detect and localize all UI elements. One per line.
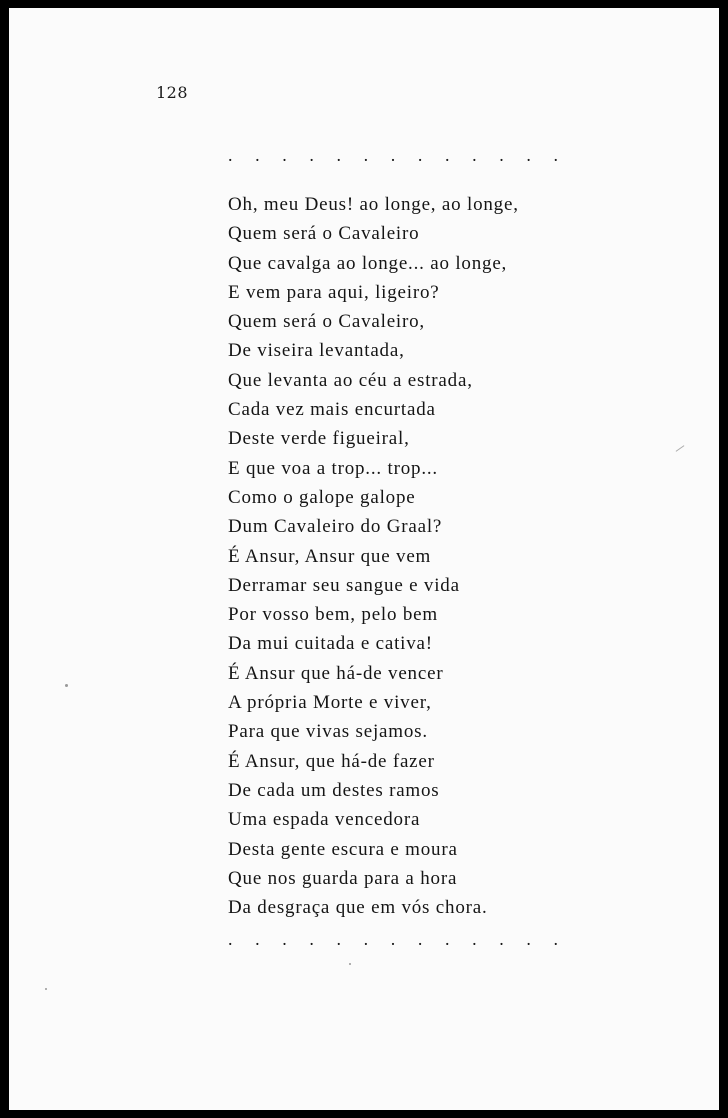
- ellipsis-dot: .: [553, 929, 558, 949]
- poem-line: Para que vivas sejamos.: [228, 721, 428, 743]
- poem-line: Que nos guarda para a hora: [228, 867, 458, 889]
- page-number: 128: [156, 83, 189, 102]
- ellipsis-dot: .: [390, 145, 396, 165]
- paper-speck: [65, 684, 68, 687]
- poem-line: Da desgraça que em vós chora.: [228, 897, 488, 919]
- ellipsis-dot: .: [255, 145, 260, 165]
- poem-body: [228, 190, 519, 922]
- poem-line: De cada um destes ramos: [228, 779, 440, 801]
- poem-line: Cada vez mais encurtada: [228, 399, 436, 421]
- paper-speck: [349, 963, 351, 965]
- ellipsis-dot: .: [499, 929, 504, 949]
- ellipsis-dot: .: [309, 929, 314, 949]
- ellipsis-dot: .: [472, 145, 477, 165]
- ellipsis-dot: .: [228, 929, 233, 949]
- ellipsis-dot: .: [309, 145, 314, 165]
- poem-line: Da mui cuitada e cativa!: [228, 633, 433, 655]
- ellipsis-dot: .: [472, 929, 477, 949]
- ellipsis-dot: .: [255, 929, 260, 949]
- ellipsis-dot: .: [282, 145, 287, 165]
- poem-line: A própria Morte e viver,: [228, 692, 432, 714]
- poem-line: Como o galope galope: [228, 486, 416, 508]
- ellipsis-dot: .: [336, 145, 341, 165]
- poem-line: E vem para aqui, ligeiro?: [228, 281, 440, 303]
- poem-line: Que cavalga ao longe... ao longe,: [228, 252, 508, 274]
- poem-line: Derramar seu sangue e vida: [228, 574, 460, 596]
- ellipsis-dot: .: [363, 145, 369, 165]
- ellipsis-dot: .: [417, 929, 423, 949]
- poem-line: Que levanta ao céu a estrada,: [228, 369, 473, 391]
- poem-line: Quem será o Cavaleiro,: [228, 311, 425, 333]
- ellipsis-dot: .: [526, 929, 531, 949]
- ellipsis-dot: .: [553, 145, 558, 165]
- ellipsis-separator-top: [228, 146, 558, 164]
- poem-line: Quem será o Cavaleiro: [228, 223, 420, 245]
- paper-scratch: [676, 445, 685, 452]
- poem-line: É Ansur, Ansur que vem: [228, 545, 432, 567]
- poem-line: Desta gente escura e moura: [228, 838, 458, 860]
- poem-line: Dum Cavaleiro do Graal?: [228, 516, 443, 538]
- poem-line: Por vosso bem, pelo bem: [228, 604, 438, 626]
- ellipsis-dot: .: [390, 929, 396, 949]
- poem-line: Oh, meu Deus! ao longe, ao longe,: [228, 194, 519, 215]
- ellipsis-dot: .: [417, 145, 423, 165]
- book-page: [9, 8, 719, 1110]
- poem-line: De viseira levantada,: [228, 340, 405, 362]
- poem-line: É Ansur, que há-de fazer: [228, 750, 435, 772]
- ellipsis-dot: .: [363, 929, 369, 949]
- ellipsis-dot: .: [282, 929, 287, 949]
- paper-speck: [45, 988, 47, 990]
- ellipsis-dot: .: [526, 145, 531, 165]
- ellipsis-dot: .: [228, 145, 233, 165]
- poem-line: Deste verde figueiral,: [228, 428, 410, 450]
- ellipsis-dot: .: [445, 929, 450, 949]
- poem-line: E que voa a trop... trop...: [228, 457, 438, 479]
- ellipsis-dot: .: [445, 145, 450, 165]
- poem-line: Uma espada vencedora: [228, 809, 421, 831]
- poem-line: É Ansur que há-de vencer: [228, 662, 444, 684]
- ellipsis-dot: .: [336, 929, 341, 949]
- ellipsis-dot: .: [499, 145, 504, 165]
- ellipsis-separator-bottom: [228, 930, 558, 948]
